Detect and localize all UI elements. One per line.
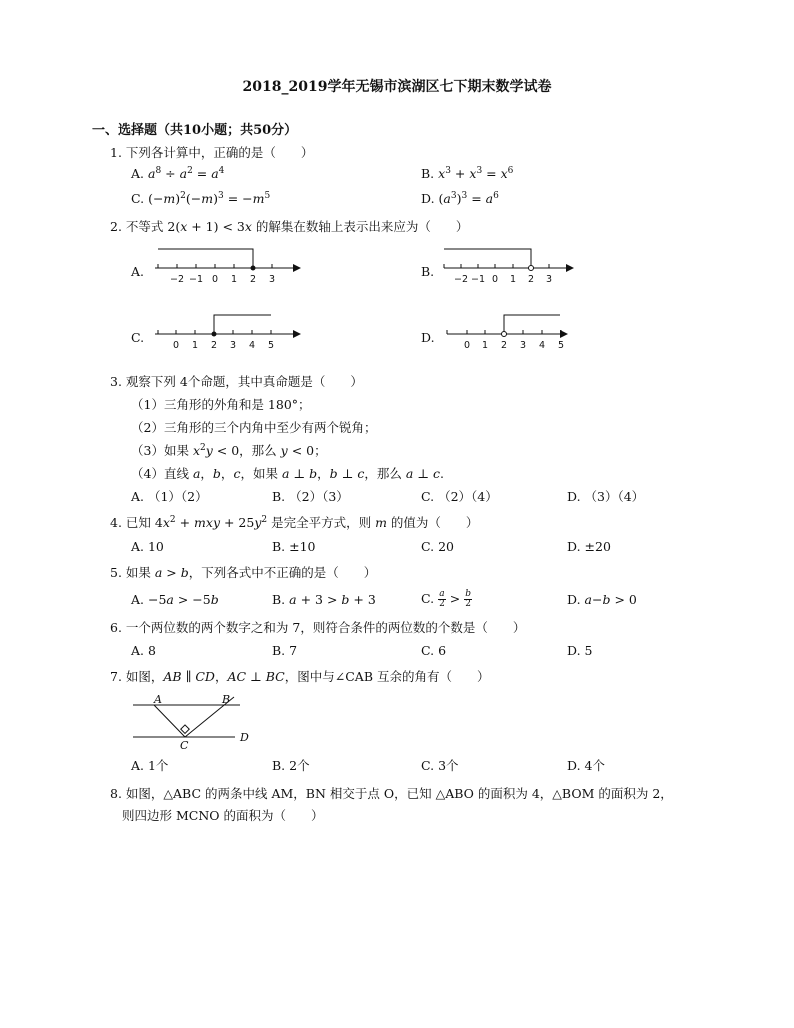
q1-option-d: D. $(a^3)^3 = a^6$ (421, 191, 499, 206)
tick-label: −2 (453, 274, 469, 285)
q6-stem: 6. 一个两位数的两个数字之和为 7，则符合条件的两位数的个数是（ ） (110, 620, 526, 635)
q7-option-d: D. 4个 (567, 758, 605, 773)
tick-label: 5 (267, 340, 275, 351)
q8-stem-line2: 则四边形 MCNO 的面积为（ ） (122, 808, 324, 823)
q2-option-a-label: A. (131, 264, 145, 279)
label-a: A (154, 693, 162, 706)
tick-label: −1 (188, 274, 204, 285)
tick-label: 0 (211, 274, 219, 285)
tick-label: 3 (268, 274, 276, 285)
q3-stem: 3. 观察下列 4个命题，其中真命题是（ ） (110, 374, 363, 389)
q8-stem-line1: 8. 如图，△ABC 的两条中线 AM，BN 相交于点 O，已知 △ABO 的面积为 4，△BOM 的面积为 2， (110, 786, 673, 801)
solid-endpoint (251, 266, 256, 271)
hollow-endpoint (502, 332, 507, 337)
q1-option-b: B. $x^3 + x^3 = x^6$ (421, 166, 514, 181)
right-angle-mark (181, 725, 189, 733)
q7-option-a: A. 1个 (131, 758, 169, 773)
q7-stem: 7. 如图，AB ∥ CD，AC ⊥ BC，图中与∠CAB 互余的角有（ ） (110, 669, 490, 684)
section-heading: 一、选择题（共10小题；共50分） (92, 123, 298, 138)
tick-label: 2 (249, 274, 257, 285)
tick-label: 3 (229, 340, 237, 351)
tick-label: 1 (230, 274, 238, 285)
tick-label: 1 (509, 274, 517, 285)
tick-label: 3 (519, 340, 527, 351)
solid-endpoint (212, 332, 217, 337)
q7-figure (130, 692, 260, 752)
q3-statement-4: （4）直线 a，b，c，如果 a ⊥ b，b ⊥ c，那么 a ⊥ c. (131, 466, 444, 481)
q3-statement-2: （2）三角形的三个内角中至少有两个锐角； (131, 420, 377, 435)
tick-label: 4 (248, 340, 256, 351)
q4-option-c: C. 20 (421, 539, 454, 554)
q1-option-a: A. $a^8 \div a^2 = a^4$ (131, 166, 225, 181)
q1-stem: 1. 下列各计算中，正确的是（ ） (110, 145, 314, 160)
q6-option-a: A. 8 (131, 643, 156, 658)
label-b: B (222, 693, 231, 706)
tick-label: −2 (169, 274, 185, 285)
q2-number-line-d (442, 308, 592, 354)
q2-number-line-b (434, 242, 584, 288)
tick-label: 4 (538, 340, 546, 351)
q3-option-c: C. （2）（4） (421, 489, 498, 504)
q4-option-a: A. 10 (131, 539, 164, 554)
solution-ray (214, 315, 271, 332)
tick-label: 1 (191, 340, 199, 351)
q3-statement-1: （1）三角形的外角和是 180°； (131, 397, 311, 412)
tick-label: −1 (470, 274, 486, 285)
q3-statement-3: （3）如果 $x^2y < 0$，那么 y < 0； (131, 443, 327, 458)
q2-number-line-c (155, 308, 305, 354)
tick-label: 0 (463, 340, 471, 351)
tick-label: 2 (527, 274, 535, 285)
tick-label: 2 (500, 340, 508, 351)
segment-ac (154, 705, 185, 737)
q3-option-d: D. （3）（4） (567, 489, 645, 504)
q7-option-b: B. 2个 (272, 758, 310, 773)
q3-option-b: B. （2）（3） (272, 489, 349, 504)
q4-stem: 4. 已知 $4x^2$ + mxy + $25y^2$ 是完全平方式，则 m 的值为（ ） (110, 515, 479, 530)
tick-label: 3 (545, 274, 553, 285)
q2-option-b-label: B. (421, 264, 435, 279)
page-title: 2018_2019学年无锡市滨湖区七下期末数学试卷 (242, 79, 552, 95)
q4-option-d: D. ±20 (567, 539, 611, 554)
label-c: C (180, 739, 189, 752)
tick-label: 0 (172, 340, 180, 351)
tick-label: 2 (210, 340, 218, 351)
solution-ray (158, 249, 253, 266)
q7-option-c: C. 3个 (421, 758, 459, 773)
q5-option-a: A. −5a > −5b (131, 592, 219, 607)
tick-label: 1 (481, 340, 489, 351)
q1-option-c: C. $(-m)^2(-m)^3 = -m^5$ (131, 191, 271, 206)
label-d: D (240, 731, 249, 744)
q6-option-c: C. 6 (421, 643, 447, 658)
hollow-endpoint (529, 266, 534, 271)
q2-option-c-label: C. (131, 330, 145, 345)
q5-option-c: C. $\frac{a}{2}$ > $\frac{b}{2}$ (421, 589, 471, 609)
tick-label: 5 (557, 340, 565, 351)
q6-option-d: D. 5 (567, 643, 593, 658)
q2-stem: 2. 不等式 2(x + 1) < 3x 的解集在数轴上表示出来应为（ ） (110, 219, 469, 234)
tick-label: 0 (491, 274, 499, 285)
q5-option-b: B. a + 3 > b + 3 (272, 592, 376, 607)
q6-option-b: B. 7 (272, 643, 298, 658)
q3-option-a: A. （1）（2） (131, 489, 208, 504)
solution-ray (444, 249, 531, 265)
solution-ray (504, 315, 560, 331)
q2-option-d-label: D. (421, 330, 435, 345)
q5-option-d: D. a−b > 0 (567, 592, 637, 607)
q5-stem: 5. 如果 a > b，下列各式中不正确的是（ ） (110, 565, 377, 580)
q2-number-line-a (155, 242, 305, 288)
q4-option-b: B. ±10 (272, 539, 316, 554)
